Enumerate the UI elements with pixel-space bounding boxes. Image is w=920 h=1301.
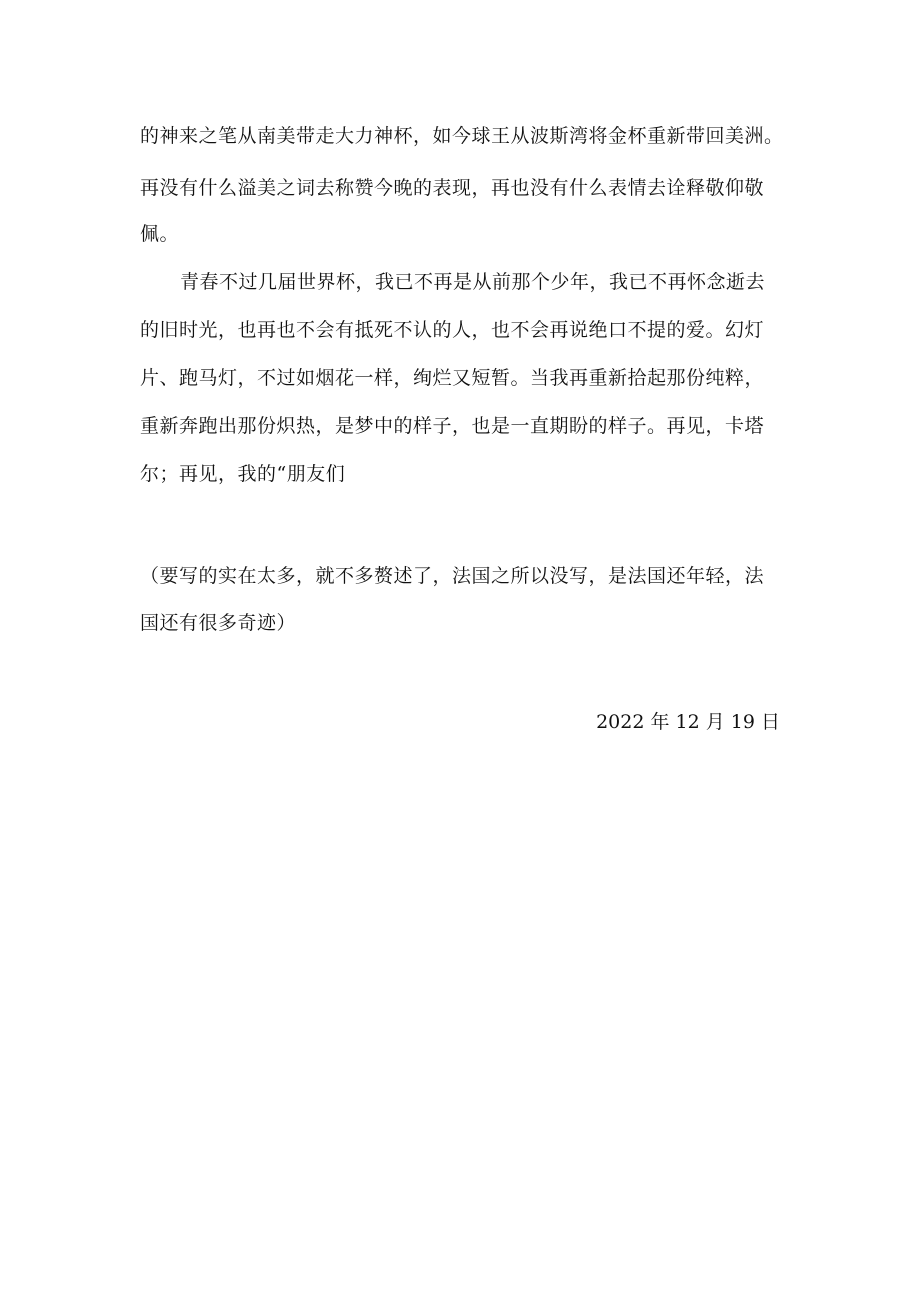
paragraph-1-line-2: 再没有什么溢美之词去称赞今晚的表现，再也没有什么表情去诠释敬仰敬 [140,177,765,199]
paragraph-2-line-5: 尔；再见，我的“朋友们 [140,463,346,485]
paragraph-2-line-1: 青春不过几届世界杯，我已不再是从前那个少年，我已不再怀念逝去 [180,271,766,293]
paragraph-2-line-3: 片、跑马灯，不过如烟花一样，绚烂又短暂。当我再重新拾起那份纯粹， [140,367,765,389]
paragraph-2-line-4: 重新奔跑出那份炽热，是梦中的样子，也是一直期盼的样子。再见，卡塔 [140,415,765,437]
paragraph-1-line-3: 佩。 [140,223,180,245]
note-line-2: 国还有很多奇迹） [140,612,297,634]
note-line-1: （要写的实在太多，就不多赘述了，法国之所以没写，是法国还年轻，法 [140,565,765,587]
paragraph-1-line-1: 的神来之笔从南美带走大力神杯，如今球王从波斯湾将金杯重新带回美洲。 [140,125,784,147]
paragraph-2-line-2: 的旧时光，也再也不会有抵死不认的人，也不会再说绝口不提的爱。幻灯 [140,319,765,341]
document-date: 2022 年 12 月 19 日 [596,711,780,733]
